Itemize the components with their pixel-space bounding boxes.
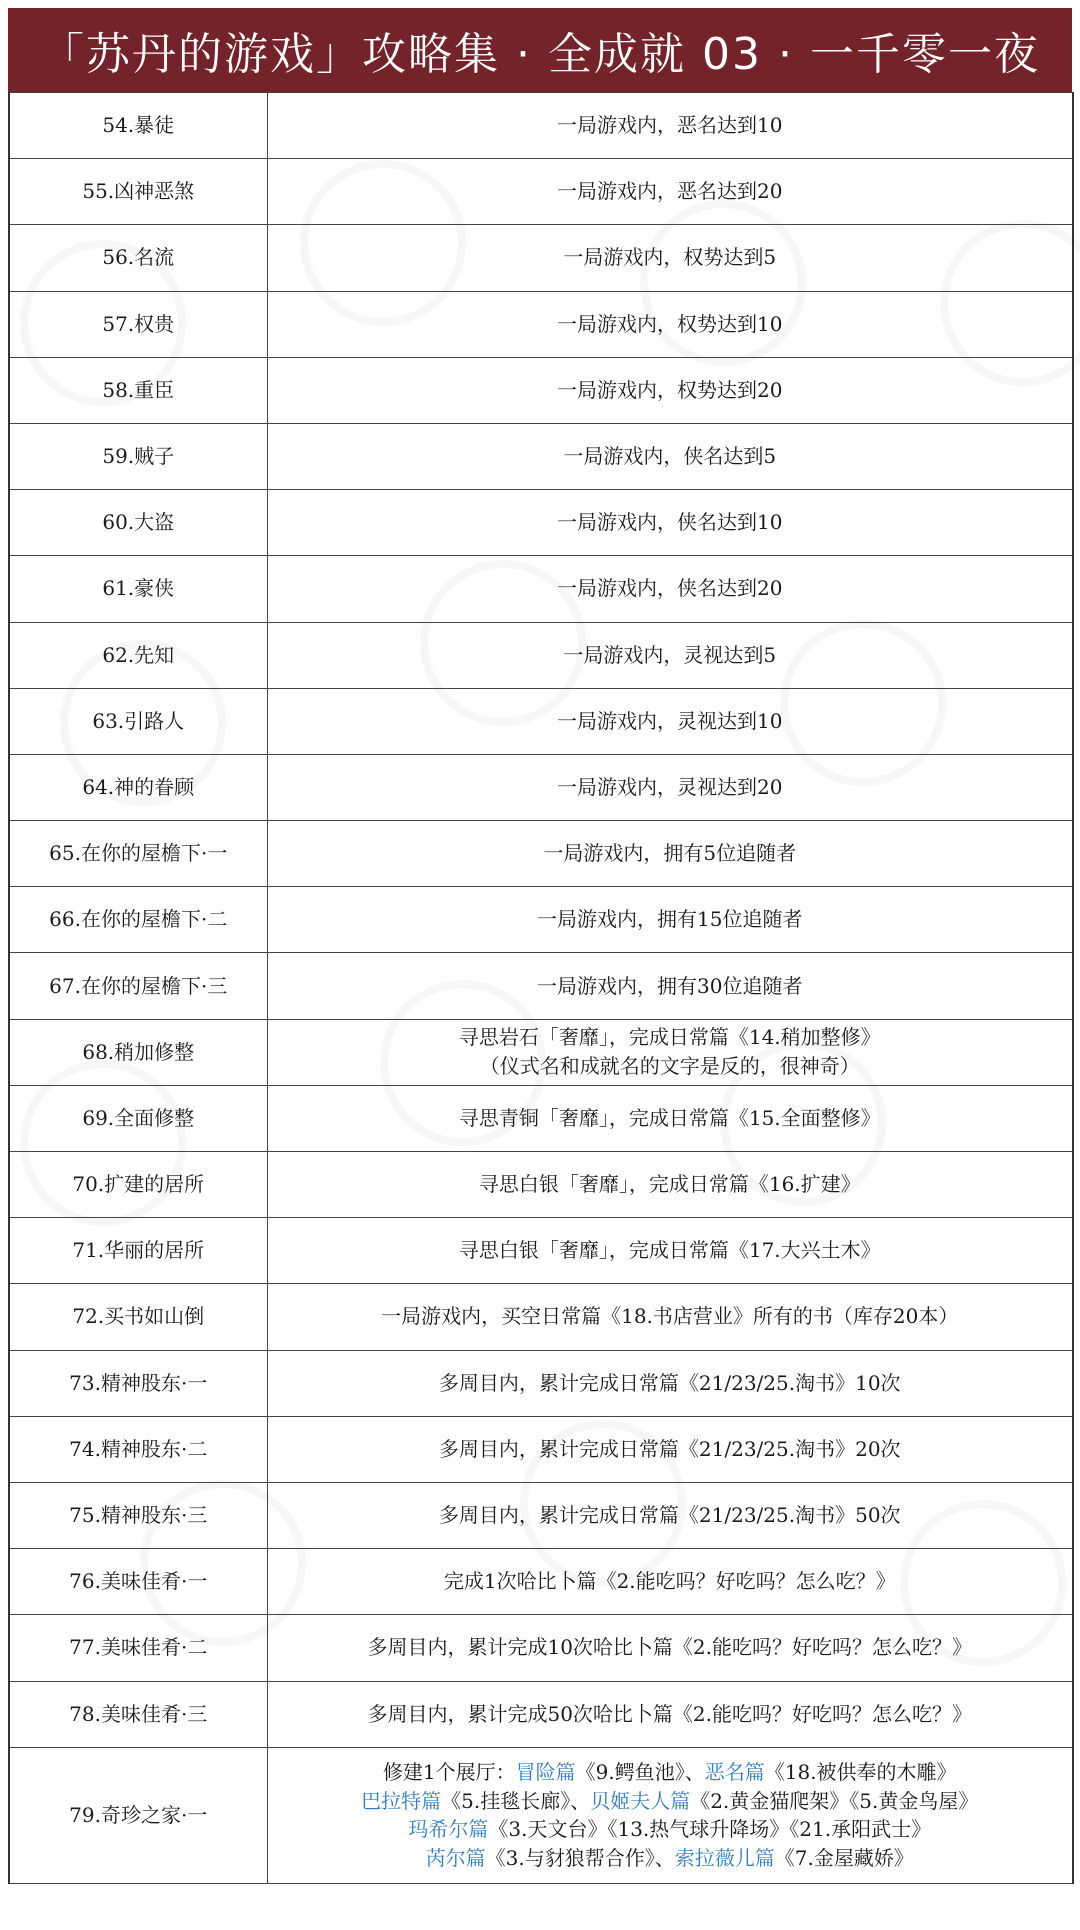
achievement-desc: 一局游戏内，侠名达到5 xyxy=(267,423,1073,489)
achievement-desc: 一局游戏内，拥有5位追随者 xyxy=(267,821,1073,887)
achievement-desc: 一局游戏内，侠名达到10 xyxy=(267,490,1073,556)
table-row xyxy=(9,159,1073,225)
achievement-desc: 一局游戏内，恶名达到20 xyxy=(267,159,1073,225)
table-row xyxy=(9,423,1073,489)
guide-document xyxy=(8,8,1072,1884)
achievement-name: 62.先知 xyxy=(9,622,267,688)
achievement-desc: 一局游戏内，权势达到10 xyxy=(267,291,1073,357)
chapter-link: 巴拉特篇 xyxy=(361,1788,442,1813)
achievement-name: 76.美味佳肴·一 xyxy=(9,1549,267,1615)
achievement-name: 66.在你的屋檐下·二 xyxy=(9,887,267,953)
achievement-desc: 多周目内，累计完成日常篇《21/23/25.淘书》10次 xyxy=(267,1350,1073,1416)
achievement-desc: 一局游戏内，侠名达到20 xyxy=(267,556,1073,622)
table-row xyxy=(9,1019,1073,1085)
table-row xyxy=(9,1549,1073,1615)
achievement-name: 74.精神股东·二 xyxy=(9,1416,267,1482)
chapter-link: 索拉薇儿篇 xyxy=(674,1845,775,1870)
achievement-desc xyxy=(267,1747,1073,1883)
achievement-desc: 一局游戏内，买空日常篇《18.书店营业》所有的书（库存20本） xyxy=(267,1284,1073,1350)
achievement-name: 55.凶神恶煞 xyxy=(9,159,267,225)
table-row xyxy=(9,357,1073,423)
achievement-desc: 一局游戏内，拥有30位追随者 xyxy=(267,953,1073,1019)
achievement-name: 57.权贵 xyxy=(9,291,267,357)
chapter-link: 玛希尔篇 xyxy=(408,1817,489,1842)
achievement-desc: 寻思白银「奢靡」，完成日常篇《17.大兴土木》 xyxy=(267,1218,1073,1284)
achievement-name: 68.稍加修整 xyxy=(9,1019,267,1085)
table-row xyxy=(9,1416,1073,1482)
achievement-name: 60.大盗 xyxy=(9,490,267,556)
achievement-name: 78.美味佳肴·三 xyxy=(9,1681,267,1747)
achievement-name: 69.全面修整 xyxy=(9,1085,267,1151)
achievement-desc: 一局游戏内，灵视达到10 xyxy=(267,688,1073,754)
achievement-name: 72.买书如山倒 xyxy=(9,1284,267,1350)
achievement-desc: 一局游戏内，灵视达到20 xyxy=(267,754,1073,820)
achievement-desc: 一局游戏内，恶名达到10 xyxy=(267,93,1073,159)
achievement-name: 58.重臣 xyxy=(9,357,267,423)
desc-line: 玛希尔篇《3.天文台》《13.热气球升降场》《21.承阳武士》 xyxy=(408,1817,932,1842)
table-row xyxy=(9,887,1073,953)
achievement-name: 79.奇珍之家·一 xyxy=(9,1747,267,1883)
desc-line: 芮尔篇《3.与豺狼帮合作》、索拉薇儿篇《7.金屋藏娇》 xyxy=(425,1845,914,1870)
achievement-desc: 多周目内，累计完成日常篇《21/23/25.淘书》20次 xyxy=(267,1416,1073,1482)
achievement-name: 61.豪侠 xyxy=(9,556,267,622)
table-row xyxy=(9,225,1073,291)
achievement-name: 59.贼子 xyxy=(9,423,267,489)
achievement-desc: 多周目内，累计完成50次哈比卜篇《2.能吃吗？好吃吗？怎么吃？》 xyxy=(267,1681,1073,1747)
achievement-name: 75.精神股东·三 xyxy=(9,1482,267,1548)
table-row xyxy=(9,821,1073,887)
chapter-link: 冒险篇 xyxy=(515,1760,576,1785)
table-row xyxy=(9,291,1073,357)
page-title: 「苏丹的游戏」攻略集 · 全成就 03 · 一千零一夜 xyxy=(8,8,1072,92)
chapter-link: 恶名篇 xyxy=(704,1760,765,1785)
achievement-name: 65.在你的屋檐下·一 xyxy=(9,821,267,887)
achievement-name: 63.引路人 xyxy=(9,688,267,754)
table-row xyxy=(9,93,1073,159)
table-row xyxy=(9,754,1073,820)
table-row xyxy=(9,1747,1073,1883)
chapter-link: 芮尔篇 xyxy=(425,1845,486,1870)
achievement-desc: 一局游戏内，权势达到5 xyxy=(267,225,1073,291)
achievement-name: 54.暴徒 xyxy=(9,93,267,159)
desc-line: 巴拉特篇《5.挂毯长廊》、贝姬夫人篇《2.黄金猫爬架》《5.黄金鸟屋》 xyxy=(361,1788,979,1813)
desc-line: 寻思岩石「奢靡」，完成日常篇《14.稍加整修》 xyxy=(458,1025,881,1050)
achievement-desc xyxy=(267,1019,1073,1085)
table-row xyxy=(9,1350,1073,1416)
achievement-desc: 寻思青铜「奢靡」，完成日常篇《15.全面整修》 xyxy=(267,1085,1073,1151)
table-row xyxy=(9,953,1073,1019)
table-row xyxy=(9,1681,1073,1747)
achievement-desc: 多周目内，累计完成10次哈比卜篇《2.能吃吗？好吃吗？怎么吃？》 xyxy=(267,1615,1073,1681)
achievement-desc: 一局游戏内，权势达到20 xyxy=(267,357,1073,423)
table-row xyxy=(9,556,1073,622)
table-row xyxy=(9,1615,1073,1681)
table-row xyxy=(9,1482,1073,1548)
achievement-name: 77.美味佳肴·二 xyxy=(9,1615,267,1681)
desc-line: 修建1个展厅：冒险篇《9.鳄鱼池》、恶名篇《18.被供奉的木雕》 xyxy=(382,1760,957,1785)
achievement-name: 70.扩建的居所 xyxy=(9,1152,267,1218)
achievement-name: 64.神的眷顾 xyxy=(9,754,267,820)
table-row xyxy=(9,1284,1073,1350)
table-row xyxy=(9,1152,1073,1218)
desc-note: （仪式名和成就名的文字是反的，很神奇） xyxy=(479,1054,860,1079)
table-row xyxy=(9,490,1073,556)
achievement-name: 56.名流 xyxy=(9,225,267,291)
table-row xyxy=(9,1085,1073,1151)
achievement-desc: 一局游戏内，拥有15位追随者 xyxy=(267,887,1073,953)
achievement-name: 73.精神股东·一 xyxy=(9,1350,267,1416)
achievement-desc: 一局游戏内，灵视达到5 xyxy=(267,622,1073,688)
table-row xyxy=(9,688,1073,754)
achievement-desc: 多周目内，累计完成日常篇《21/23/25.淘书》50次 xyxy=(267,1482,1073,1548)
achievement-desc: 寻思白银「奢靡」，完成日常篇《16.扩建》 xyxy=(267,1152,1073,1218)
achievement-name: 67.在你的屋檐下·三 xyxy=(9,953,267,1019)
achievement-name: 71.华丽的居所 xyxy=(9,1218,267,1284)
achievement-table xyxy=(8,92,1074,1884)
achievement-desc: 完成1次哈比卜篇《2.能吃吗？好吃吗？怎么吃？》 xyxy=(267,1549,1073,1615)
table-row xyxy=(9,622,1073,688)
table-row xyxy=(9,1218,1073,1284)
chapter-link: 贝姬夫人篇 xyxy=(590,1788,691,1813)
